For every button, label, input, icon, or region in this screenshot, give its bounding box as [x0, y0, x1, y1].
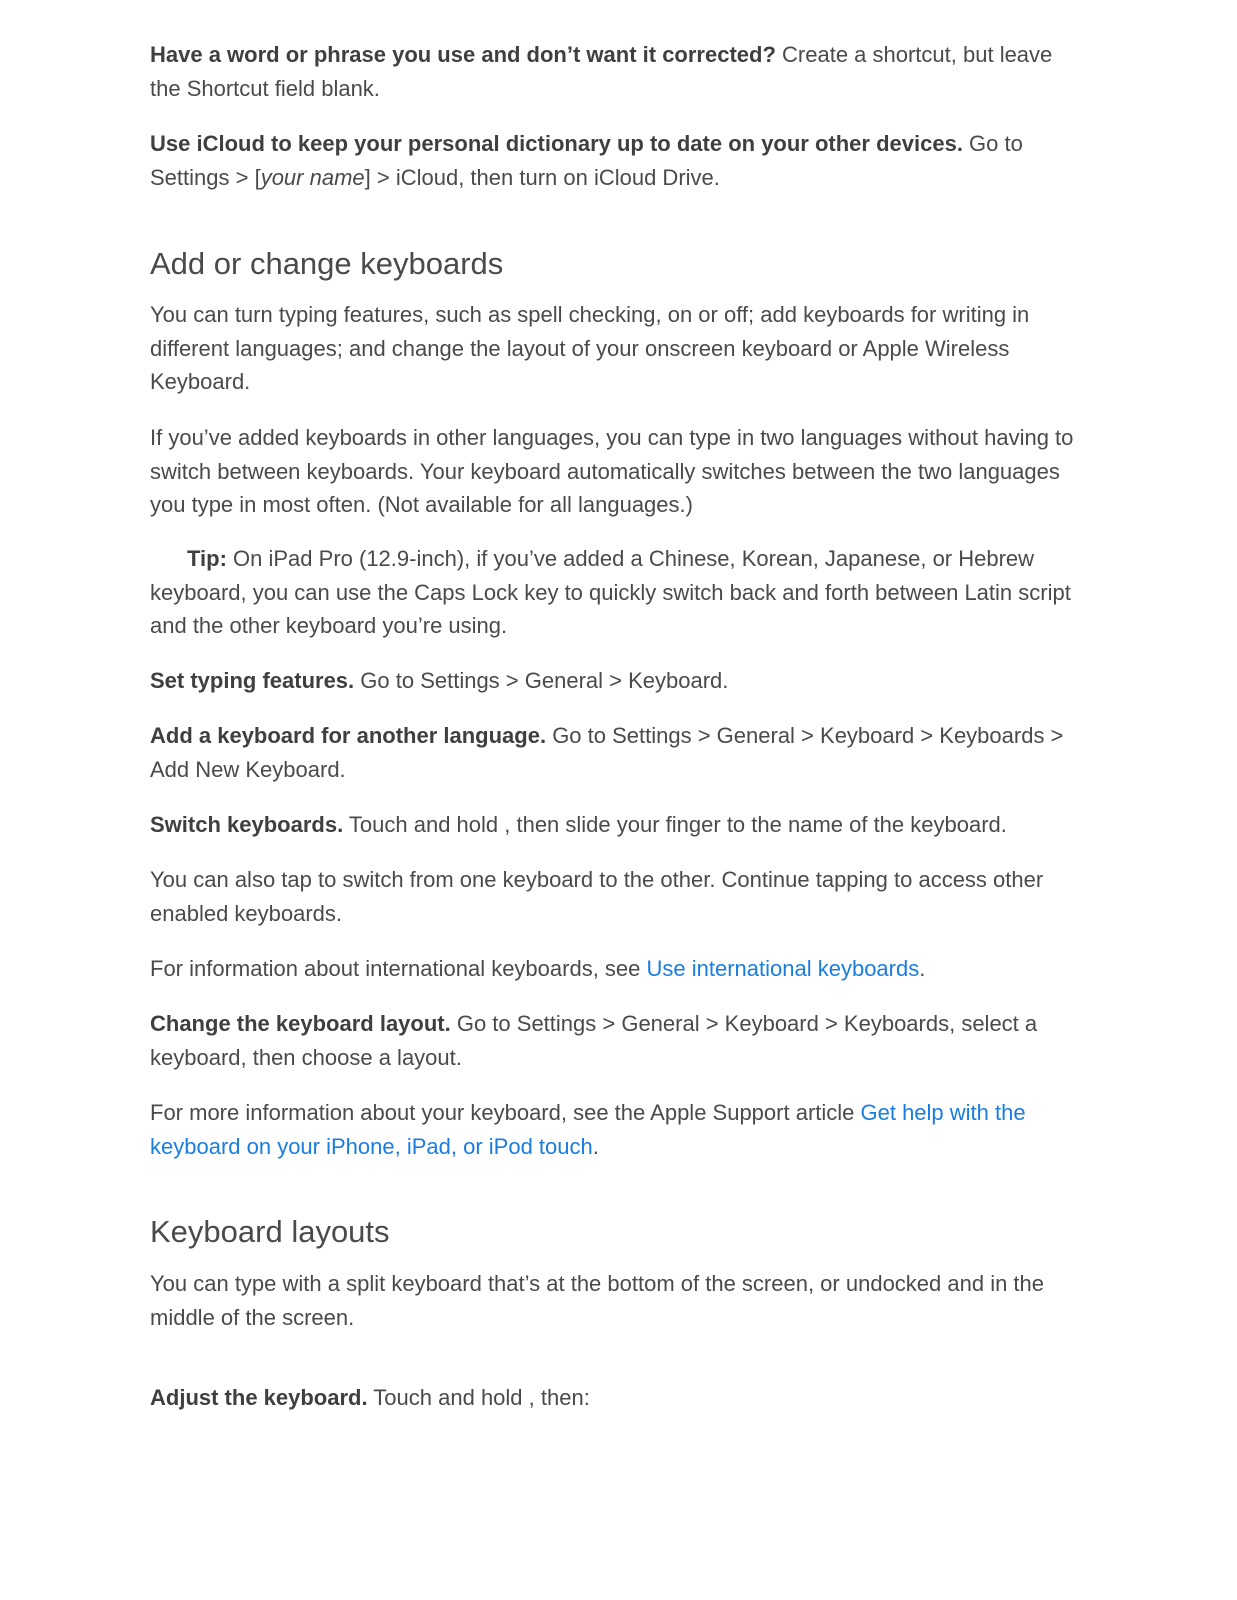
- paragraph-split-keyboard: You can type with a split keyboard that’s at the bottom of the screen, or undocked and in the middle of the screen.: [150, 1271, 1045, 1330]
- bold-lead: Change the keyboard layout.: [150, 1011, 451, 1036]
- body-text: Create a shortcut, but leave the Shortcut field blank.: [150, 42, 1053, 101]
- body-text: Go to Settings > General > Keyboard > Keyboards > Add New Keyboard.: [150, 723, 1064, 782]
- paragraph-international-info: [150, 952, 1080, 986]
- bold-lead: Add a keyboard for another language.: [150, 723, 547, 748]
- body-text: .: [919, 956, 926, 981]
- body-text: For information about international keyboards, see: [150, 956, 647, 981]
- paragraph-adjust-keyboard: [150, 1381, 1080, 1415]
- paragraph-support-article: [150, 1096, 1080, 1163]
- body-text: For more information about your keyboard, see the Apple Support article: [150, 1100, 861, 1125]
- bold-lead: Adjust the keyboard.: [150, 1385, 368, 1410]
- body-text: On iPad Pro (12.9-inch), if you’ve added a Chinese, Korean, Japanese, or Hebrew keyboard, you can use the Caps Lock key to quickly switch back and forth between Latin script and the other keyboard you’re using.: [150, 546, 1071, 638]
- paragraph-intro: You can turn typing features, such as spell checking, on or off; add keyboards for writing in different languages; and change the layout of your onscreen keyboard or Apple Wireless Keyboard.: [150, 302, 1030, 394]
- paragraph-change-layout: [150, 1007, 1080, 1074]
- paragraph-add-keyboard: [150, 719, 1080, 786]
- support-article-link[interactable]: Get help with the keyboard on your iPhone, iPad, or iPod touch: [150, 1100, 1026, 1159]
- body-text: Go to Settings > General > Keyboard.: [354, 668, 729, 693]
- bold-lead: Switch keyboards.: [150, 812, 344, 837]
- paragraph-icloud: [150, 127, 1080, 194]
- paragraph-shortcut-tip: [150, 38, 1080, 105]
- section-heading-add-change-keyboards: Add or change keyboards: [150, 246, 504, 281]
- paragraph-two-languages: If you’ve added keyboards in other languages, you can type in two languages without having to switch between keyboards. Your keyboard automatically switches between the two languages you type in most often. (Not available for all languages.): [150, 425, 1074, 517]
- bold-lead: Use iCloud to keep your personal dictionary up to date on your other devices.: [150, 131, 963, 156]
- paragraph-tap-to-switch: You can also tap to switch from one keyboard to the other. Continue tapping to access other enabled keyboards.: [150, 867, 1044, 926]
- bold-lead: Set typing features.: [150, 668, 355, 693]
- section-heading-keyboard-layouts: Keyboard layouts: [150, 1214, 390, 1249]
- international-keyboards-link[interactable]: Use international keyboards: [646, 956, 920, 981]
- body-text: Go to Settings > General > Keyboard > Keyboards, select a keyboard, then choose a layout.: [150, 1011, 1038, 1070]
- tip-label: Tip:: [187, 546, 227, 571]
- italic-text: your name: [260, 164, 365, 190]
- body-text: Go to Settings > [: [150, 131, 1023, 190]
- bold-lead: Have a word or phrase you use and don’t want it corrected?: [150, 42, 776, 67]
- body-text: Touch and hold , then:: [367, 1385, 590, 1410]
- tip-paragraph: [150, 542, 1080, 643]
- paragraph-set-typing-features: [150, 664, 1080, 698]
- body-text: Touch and hold , then slide your finger to the name of the keyboard.: [343, 812, 1007, 837]
- body-text: .: [592, 1133, 599, 1159]
- paragraph-switch-keyboards: [150, 808, 1080, 842]
- body-text: ] > iCloud, then turn on iCloud Drive.: [364, 164, 720, 190]
